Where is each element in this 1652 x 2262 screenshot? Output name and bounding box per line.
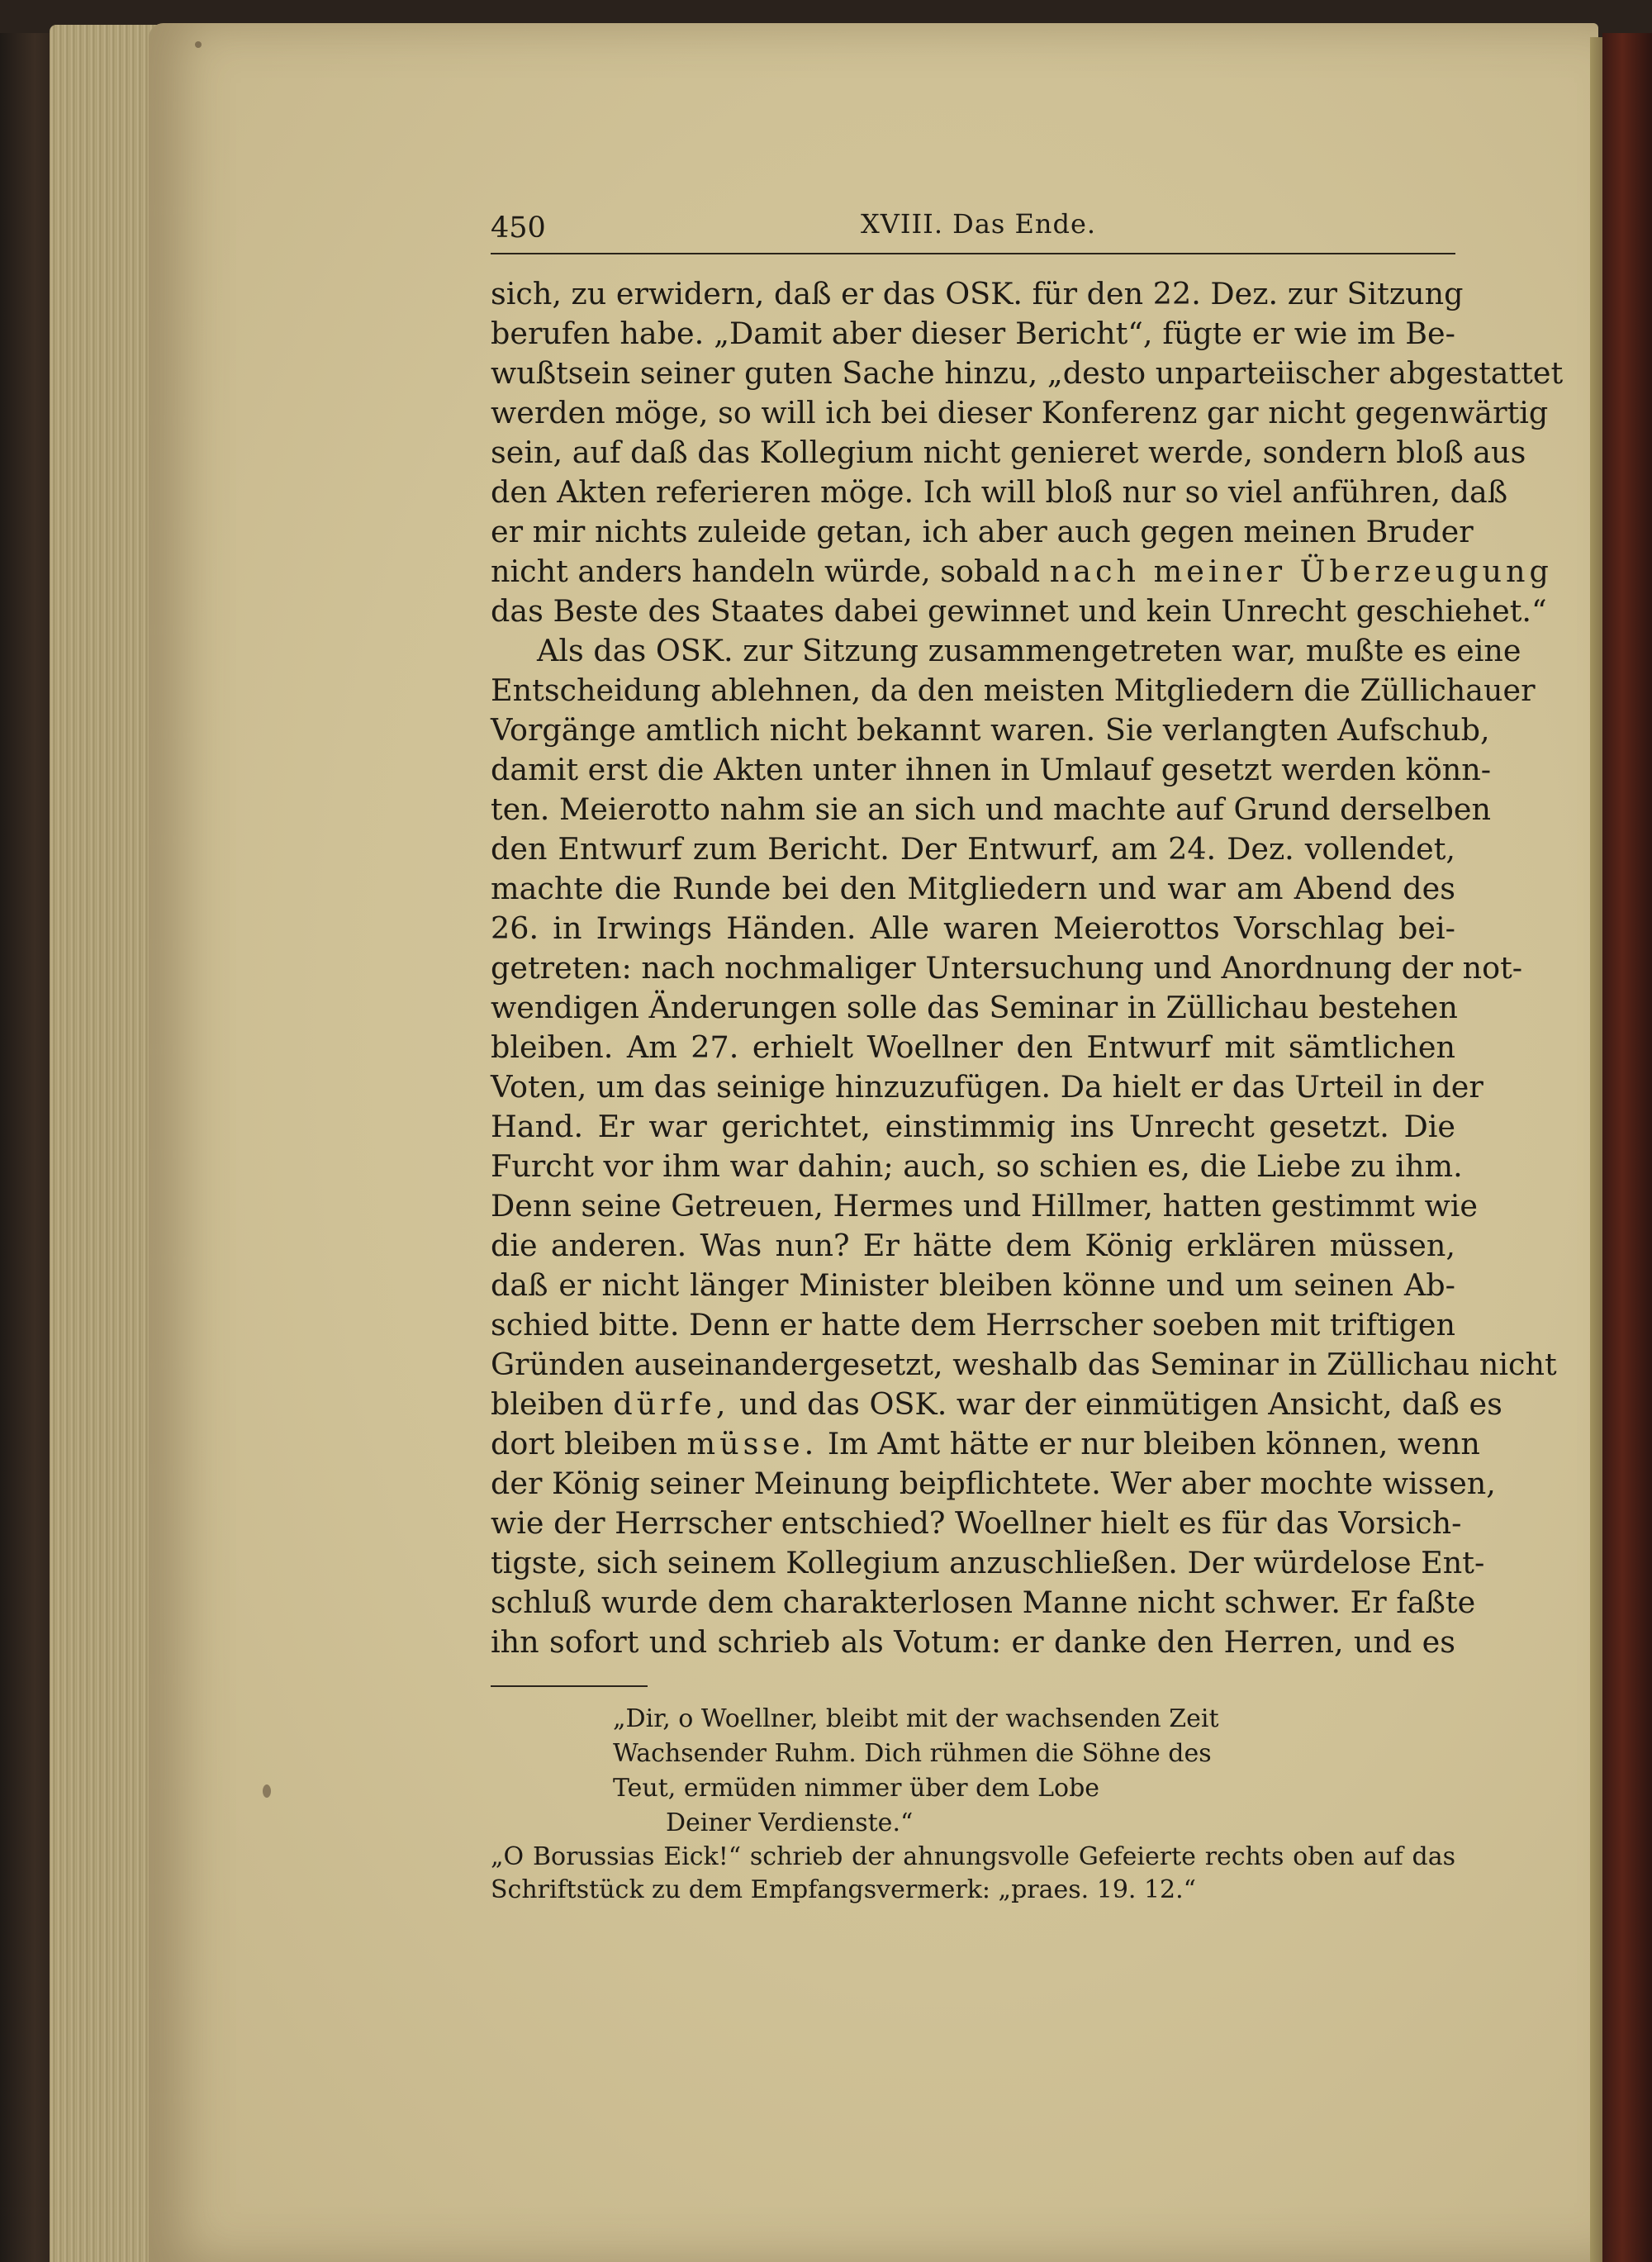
text-line: 26. in Irwings Händen. Alle waren Meierottos Vorschlag bei-	[491, 910, 1455, 946]
body-text	[491, 274, 1564, 1662]
footnote-text-line: Schriftstück zu dem Empfangsvermerk: „praes. 19. 12.“	[491, 1875, 1197, 1904]
ink-spot	[195, 41, 202, 48]
text-line: Gründen auseinandergesetzt, weshalb das Seminar in Züllichau nicht	[491, 1347, 1557, 1382]
text-line: Vorgänge amtlich nicht bekannt waren. Sie verlangten Aufschub,	[491, 712, 1490, 748]
text-segment: und das OSK. war der einmütigen Ansicht, daß es	[739, 1386, 1502, 1422]
text-line: er mir nichts zuleide getan, ich aber auch gegen meinen Bruder	[491, 514, 1474, 549]
text-line: machte die Runde bei den Mitgliedern und war am Abend des	[491, 871, 1455, 906]
emphasized-text: müsse.	[686, 1426, 819, 1461]
ink-spot	[263, 1784, 271, 1798]
footnote	[491, 1702, 1455, 1907]
text-line: getreten: nach nochmaliger Untersuchung und Anordnung der not-	[491, 950, 1523, 986]
text-line: schied bitte. Denn er hatte dem Herrscher soeben mit triftigen	[491, 1307, 1455, 1342]
text-line: den Entwurf zum Bericht. Der Entwurf, am 24. Dez. vollendet,	[491, 831, 1455, 867]
text-line: wie der Herrscher entschied? Woellner hielt es für das Vorsich-	[491, 1505, 1462, 1541]
text-line: schluß wurde dem charakterlosen Manne nicht schwer. Er faßte	[491, 1585, 1476, 1620]
paragraph-start-line: Als das OSK. zur Sitzung zusammengetreten war, mußte es eine	[537, 633, 1521, 668]
text-segment: Im Amt hätte er nur bleiben können, wenn	[827, 1426, 1480, 1461]
text-line: berufen habe. „Damit aber dieser Bericht“, fügte er wie im Be-	[491, 316, 1455, 351]
text-line: bleiben. Am 27. erhielt Woellner den Entwurf mit sämtlichen	[491, 1029, 1455, 1065]
footnote-text-line: „O Borussias Eick!“ schrieb der ahnungsvolle Gefeierte rechts oben auf das	[491, 1842, 1455, 1871]
text-line: ten. Meierotto nahm sie an sich und machte auf Grund derselben	[491, 791, 1492, 827]
footnote-rule	[491, 1685, 648, 1687]
text-line	[491, 1385, 1502, 1424]
text-line: wußtsein seiner guten Sache hinzu, „desto unparteiischer abgestattet	[491, 355, 1564, 391]
text-line: tigste, sich seinem Kollegium anzuschließen. Der würdelose Ent-	[491, 1545, 1485, 1580]
text-line: daß er nicht länger Minister bleiben könne und um seinen Ab-	[491, 1267, 1455, 1303]
text-line: sich, zu erwidern, daß er das OSK. für den 22. Dez. zur Sitzung	[491, 276, 1464, 311]
text-line: Furcht vor ihm war dahin; auch, so schien es, die Liebe zu ihm.	[491, 1148, 1463, 1184]
emphasized-text: nach meiner Überzeugung	[1049, 554, 1553, 589]
running-head	[491, 198, 1455, 256]
book-spine-right	[1602, 33, 1652, 2262]
emphasized-text: dürfe,	[613, 1386, 730, 1422]
text-line: wendigen Änderungen solle das Seminar in Züllichau bestehen	[491, 990, 1458, 1025]
text-line: den Akten referieren möge. Ich will bloß nur so viel anführen, daß	[491, 474, 1508, 510]
text-line: Hand. Er war gerichtet, einstimmig ins Unrecht gesetzt. Die	[491, 1109, 1455, 1144]
text-line	[491, 1424, 1480, 1464]
text-line: damit erst die Akten unter ihnen in Umlauf gesetzt werden könn-	[491, 752, 1492, 787]
text-line: der König seiner Meinung beipflichtete. Wer aber mochte wissen,	[491, 1466, 1496, 1501]
text-segment: bleiben	[491, 1386, 604, 1422]
page-number: 450	[491, 211, 546, 245]
text-line	[491, 552, 1553, 592]
text-segment: nicht anders handeln würde, sobald	[491, 554, 1041, 589]
header-rule	[491, 253, 1455, 254]
chapter-title: XVIII. Das Ende.	[861, 208, 1097, 240]
footnote-verse-line: „Dir, o Woellner, bleibt mit der wachsenden Zeit	[613, 1704, 1219, 1733]
text-line: Entscheidung ablehnen, da den meisten Mitgliedern die Züllichauer	[491, 672, 1536, 708]
text-segment: dort bleiben	[491, 1426, 677, 1461]
footnote-verse-line: Wachsender Ruhm. Dich rühmen die Söhne des	[613, 1739, 1212, 1768]
text-line: Denn seine Getreuen, Hermes und Hillmer, hatten gestimmt wie	[491, 1188, 1478, 1224]
text-line: ihn sofort und schrieb als Votum: er danke den Herren, und es	[491, 1624, 1455, 1660]
footnote-verse-line: Teut, ermüden nimmer über dem Lobe	[613, 1774, 1100, 1803]
footnote-verse-line: Deiner Verdienste.“	[666, 1808, 914, 1837]
text-line: das Beste des Staates dabei gewinnet und kein Unrecht geschiehet.“	[491, 593, 1547, 629]
text-line: sein, auf daß das Kollegium nicht genieret werde, sondern bloß aus	[491, 435, 1526, 470]
text-line: Voten, um das seinige hinzuzufügen. Da hielt er das Urteil in der	[491, 1069, 1483, 1105]
page-text-block	[491, 198, 1564, 1907]
text-line: werden möge, so will ich bei dieser Konferenz gar nicht gegenwärtig	[491, 395, 1549, 430]
text-line: die anderen. Was nun? Er hätte dem König erklären müssen,	[491, 1228, 1455, 1263]
